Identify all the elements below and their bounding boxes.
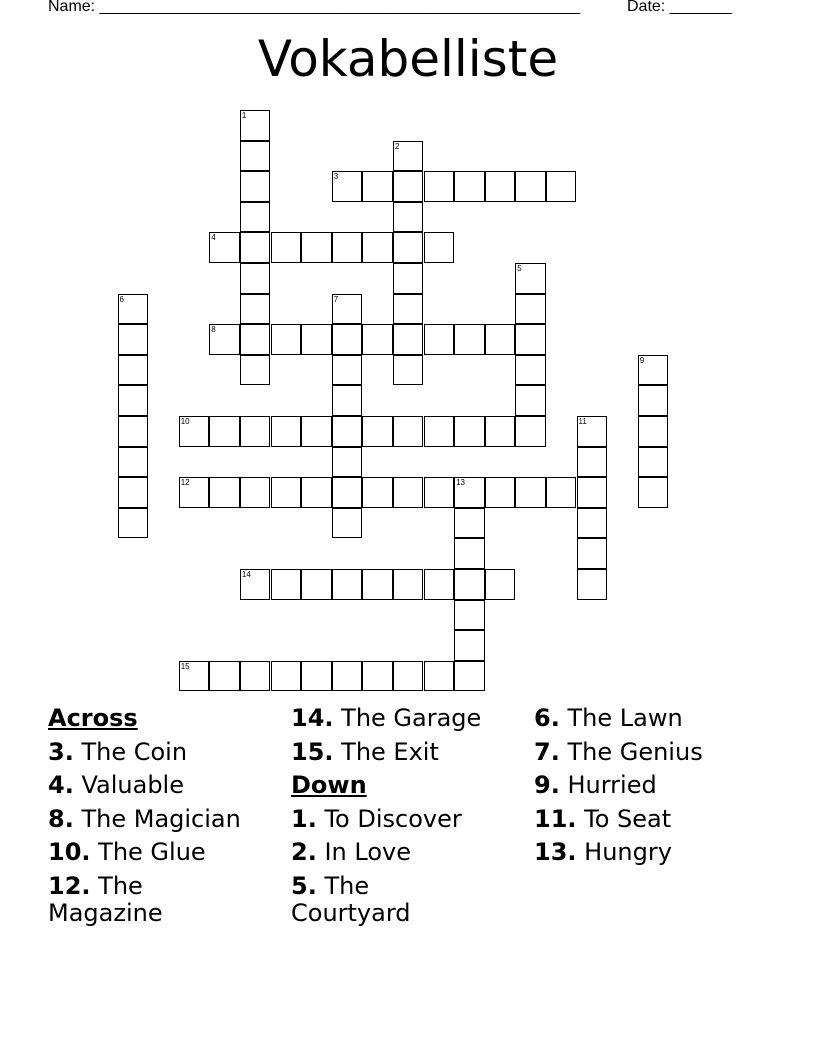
cell-number: 15 [180,661,190,671]
clue-down-6: 6. The Lawn [534,704,683,732]
across-heading: Across [48,704,138,732]
grid-cell[interactable] [424,569,455,600]
grid-cell[interactable] [638,385,669,416]
grid-cell[interactable] [271,416,302,447]
clue-across-8: 8. The Magician [48,804,241,833]
grid-cell[interactable] [362,661,393,692]
grid-cell[interactable] [118,477,149,508]
grid-cell[interactable] [546,477,577,508]
grid-cell[interactable] [271,569,302,600]
grid-cell[interactable] [424,416,455,447]
grid-cell[interactable] [240,141,271,172]
grid-cell[interactable] [118,294,149,325]
cell-number: 4 [211,233,216,243]
grid-cell[interactable] [179,477,210,508]
grid-cell[interactable] [577,538,608,569]
grid-cell[interactable] [485,171,516,202]
grid-cell[interactable] [393,232,424,263]
grid-cell[interactable] [240,355,271,386]
grid-cell[interactable] [240,416,271,447]
grid-cell[interactable] [454,508,485,539]
grid-cell[interactable] [454,569,485,600]
grid-cell[interactable] [301,477,332,508]
date-field-line: Date: _______ [627,0,732,15]
grid-cell[interactable] [424,477,455,508]
grid-cell[interactable] [240,171,271,202]
grid-cell[interactable] [454,661,485,692]
grid-cell[interactable] [362,232,393,263]
grid-cell[interactable] [271,477,302,508]
grid-cell[interactable] [332,447,363,478]
grid-cell[interactable] [454,477,485,508]
grid-cell[interactable] [209,477,240,508]
grid-cell[interactable] [515,385,546,416]
cell-number: 3 [333,172,339,182]
grid-cell[interactable] [424,232,455,263]
grid-cell[interactable] [209,661,240,692]
grid-cell[interactable] [240,294,271,325]
grid-cell[interactable] [485,324,516,355]
clue-column-2 [291,702,531,930]
cell-number: 10 [180,417,190,426]
grid-cell[interactable] [332,324,363,355]
cell-number: 1 [241,111,247,120]
grid-cell[interactable] [515,324,546,355]
grid-cell[interactable] [240,232,271,263]
grid-cell[interactable] [454,324,485,355]
grid-cell[interactable] [638,416,669,447]
grid-cell[interactable] [209,232,240,263]
clue-across-12: 12. The Magazine [48,871,163,927]
clue-column-1 [48,702,288,930]
grid-cell[interactable] [515,355,546,386]
grid-cell[interactable] [454,416,485,447]
grid-cell[interactable] [209,416,240,447]
grid-cell[interactable] [485,477,516,508]
grid-cell[interactable] [393,661,424,692]
grid-cell[interactable] [179,416,210,447]
grid-cell[interactable] [332,569,363,600]
grid-cell[interactable] [332,232,363,263]
cell-number: 6 [119,294,124,304]
clue-down-1: 1. To Discover [291,804,462,833]
grid-cell[interactable] [301,661,332,692]
grid-cell[interactable] [362,324,393,355]
grid-cell[interactable] [424,661,455,692]
clue-across-3: 3. The Coin [48,737,188,766]
clue-down-11: 11. To Seat [534,804,672,833]
grid-cell[interactable] [301,232,332,263]
grid-cell[interactable] [577,508,608,539]
grid-cell[interactable] [118,508,149,539]
cell-number: 11 [578,417,587,426]
grid-cell[interactable] [362,477,393,508]
page-title: Vokabelliste [257,30,559,88]
grid-cell[interactable] [118,355,149,386]
grid-cell[interactable] [638,477,669,508]
grid-cell[interactable] [393,294,424,325]
grid-cell[interactable] [485,569,516,600]
grid-cell[interactable] [271,661,302,692]
grid-cell[interactable] [515,263,546,294]
grid-cell[interactable] [332,416,363,447]
grid-cell[interactable] [393,202,424,233]
grid-cell[interactable] [240,661,271,692]
grid-cell[interactable] [454,171,485,202]
grid-cell[interactable] [332,355,363,386]
grid-cell[interactable] [118,447,149,478]
cell-number: 14 [241,570,251,579]
grid-cell[interactable] [577,447,608,478]
grid-cell[interactable] [393,569,424,600]
grid-cell[interactable] [332,477,363,508]
grid-cell[interactable] [454,600,485,631]
grid-cell[interactable] [454,630,485,661]
grid-cell[interactable] [362,171,393,202]
grid-cell[interactable] [393,141,424,172]
clue-column-3 [534,702,774,870]
grid-cell[interactable] [424,171,455,202]
grid-cell[interactable] [485,416,516,447]
grid-cell[interactable] [332,171,363,202]
grid-cell[interactable] [454,538,485,569]
cell-number: 7 [333,294,339,304]
grid-cell[interactable] [332,508,363,539]
grid-cell[interactable] [577,569,608,600]
grid-cell[interactable] [332,385,363,416]
grid-cell[interactable] [515,416,546,447]
grid-cell[interactable] [118,416,149,447]
grid-cell[interactable] [271,324,302,355]
grid-cell[interactable] [362,416,393,447]
grid-cell[interactable] [638,447,669,478]
clue-across-10: 10. The Glue [48,838,206,866]
grid-cell[interactable] [271,232,302,263]
grid-cell[interactable] [240,202,271,233]
grid-cell[interactable] [577,416,608,447]
grid-cell[interactable] [515,294,546,325]
grid-cell[interactable] [240,110,271,141]
clue-across-4: 4. Valuable [48,771,184,799]
cell-number: 2 [394,141,400,151]
clue-down-5: 5. The Courtyard [291,871,411,927]
clue-down-7: 7. The Genius [534,737,703,766]
clue-down-2: 2. In Love [291,838,411,866]
grid-cell[interactable] [638,355,669,386]
grid-cell[interactable] [240,324,271,355]
grid-cell[interactable] [332,661,363,692]
grid-cell[interactable] [332,294,363,325]
grid-cell[interactable] [301,416,332,447]
grid-cell[interactable] [240,263,271,294]
grid-cell[interactable] [393,263,424,294]
grid-cell[interactable] [362,569,393,600]
grid-cell[interactable] [515,171,546,202]
grid-cell[interactable] [393,477,424,508]
grid-cell[interactable] [393,355,424,386]
grid-cell[interactable] [393,171,424,202]
name-field-line: Name: ______________________________________________________ [48,0,581,15]
grid-cell[interactable] [118,385,149,416]
cell-number: 5 [517,264,522,273]
grid-cell[interactable] [577,477,608,508]
clue-down-9: 9. Hurried [534,771,657,799]
cell-number: 12 [180,478,190,488]
grid-cell[interactable] [424,324,455,355]
grid-cell[interactable] [301,569,332,600]
grid-cell[interactable] [118,324,149,355]
clue-across-15: 15. The Exit [291,737,439,766]
grid-cell[interactable] [515,477,546,508]
grid-cell[interactable] [301,324,332,355]
grid-cell[interactable] [546,171,577,202]
cell-number: 9 [639,355,645,365]
cell-number: 13 [456,478,465,488]
grid-cell[interactable] [209,324,240,355]
grid-cell[interactable] [393,416,424,447]
grid-cell[interactable] [240,569,271,600]
grid-cell[interactable] [240,477,271,508]
cell-number: 8 [211,325,216,335]
clue-down-13: 13. Hungry [534,838,672,866]
clue-across-14: 14. The Garage [291,704,482,732]
down-heading: Down [291,771,367,799]
grid-cell[interactable] [179,661,210,692]
grid-cell[interactable] [393,324,424,355]
